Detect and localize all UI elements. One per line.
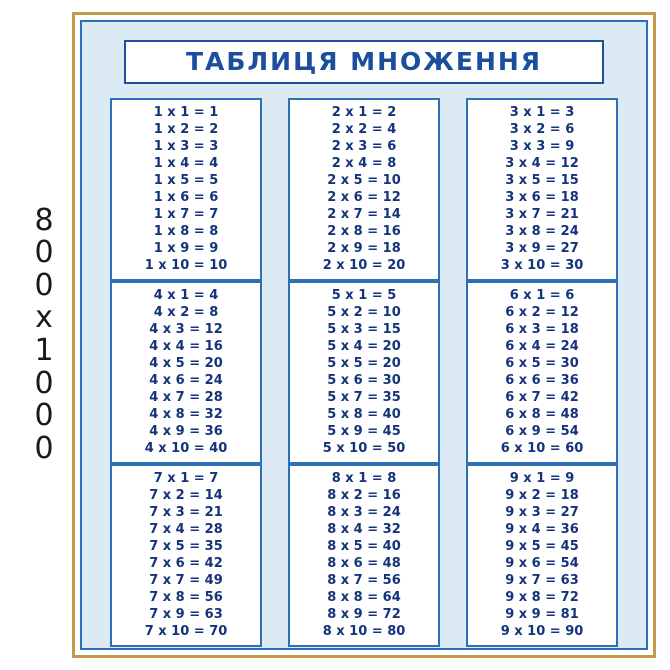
table-line: 8 x 3 = 24 <box>327 505 401 520</box>
table-line: 4 x 9 = 36 <box>149 424 223 439</box>
table-line: 9 x 5 = 45 <box>505 539 579 554</box>
table-line: 5 x 7 = 35 <box>327 390 401 405</box>
table-line: 5 x 1 = 5 <box>331 288 397 303</box>
table-line: 2 x 8 = 16 <box>327 224 401 239</box>
table-line: 5 x 8 = 40 <box>327 407 401 422</box>
table-line: 3 x 1 = 3 <box>509 105 575 120</box>
table-line: 1 x 9 = 9 <box>153 241 219 256</box>
grid-row <box>110 464 618 647</box>
table-line: 3 x 7 = 21 <box>505 207 579 222</box>
dimension-char: 0 <box>34 267 54 303</box>
grid-row <box>110 281 618 464</box>
table-line: 7 x 4 = 28 <box>149 522 223 537</box>
table-line: 6 x 9 = 54 <box>505 424 579 439</box>
table-line: 1 x 5 = 5 <box>153 173 219 188</box>
table-line: 9 x 6 = 54 <box>505 556 579 571</box>
table-line: 8 x 9 = 72 <box>327 607 401 622</box>
grid-row <box>110 98 618 281</box>
table-line: 2 x 2 = 4 <box>331 122 397 137</box>
table-line: 5 x 10 = 50 <box>322 441 406 456</box>
table-block-3 <box>466 98 618 281</box>
table-line: 4 x 6 = 24 <box>149 373 223 388</box>
table-line: 7 x 10 = 70 <box>144 624 228 639</box>
dimension-char: 0 <box>34 365 54 401</box>
table-line: 4 x 5 = 20 <box>149 356 223 371</box>
table-line: 7 x 2 = 14 <box>149 488 223 503</box>
table-line: 1 x 10 = 10 <box>144 258 228 273</box>
table-line: 2 x 5 = 10 <box>327 173 401 188</box>
table-line: 8 x 7 = 56 <box>327 573 401 588</box>
table-line: 4 x 8 = 32 <box>149 407 223 422</box>
table-block-1 <box>110 98 262 281</box>
table-block-6 <box>466 281 618 464</box>
table-block-7 <box>110 464 262 647</box>
table-line: 2 x 10 = 20 <box>322 258 406 273</box>
table-line: 1 x 1 = 1 <box>153 105 219 120</box>
table-line: 4 x 7 = 28 <box>149 390 223 405</box>
table-line: 9 x 2 = 18 <box>505 488 579 503</box>
table-line: 4 x 2 = 8 <box>153 305 219 320</box>
table-block-5 <box>288 281 440 464</box>
page-title: ТАБЛИЦЯ МНОЖЕННЯ <box>185 47 543 76</box>
table-line: 2 x 1 = 2 <box>331 105 397 120</box>
table-line: 4 x 1 = 4 <box>153 288 219 303</box>
dimension-char: 0 <box>34 398 54 434</box>
table-block-4 <box>110 281 262 464</box>
table-line: 6 x 10 = 60 <box>500 441 584 456</box>
table-block-2 <box>288 98 440 281</box>
table-line: 7 x 1 = 7 <box>153 471 219 486</box>
table-line: 2 x 4 = 8 <box>331 156 397 171</box>
table-line: 9 x 4 = 36 <box>505 522 579 537</box>
table-line: 1 x 8 = 8 <box>153 224 219 239</box>
table-line: 1 x 2 = 2 <box>153 122 219 137</box>
dimension-label <box>14 0 74 670</box>
table-line: 6 x 1 = 6 <box>509 288 575 303</box>
poster-frame <box>72 12 656 658</box>
table-line: 8 x 5 = 40 <box>327 539 401 554</box>
table-line: 8 x 10 = 80 <box>322 624 406 639</box>
table-line: 6 x 7 = 42 <box>505 390 579 405</box>
table-line: 6 x 5 = 30 <box>505 356 579 371</box>
table-line: 7 x 9 = 63 <box>149 607 223 622</box>
dimension-char: 8 <box>34 202 54 238</box>
table-line: 7 x 8 = 56 <box>149 590 223 605</box>
table-line: 4 x 4 = 16 <box>149 339 223 354</box>
table-line: 5 x 9 = 45 <box>327 424 401 439</box>
table-line: 9 x 10 = 90 <box>500 624 584 639</box>
table-line: 8 x 6 = 48 <box>327 556 401 571</box>
table-line: 9 x 1 = 9 <box>509 471 575 486</box>
table-block-9 <box>466 464 618 647</box>
dimension-char: x <box>35 300 53 336</box>
dimension-char: 1 <box>34 333 54 368</box>
table-line: 9 x 3 = 27 <box>505 505 579 520</box>
table-line: 5 x 2 = 10 <box>327 305 401 320</box>
table-line: 5 x 5 = 20 <box>327 356 401 371</box>
table-line: 3 x 6 = 18 <box>505 190 579 205</box>
dimension-char: 0 <box>34 430 54 466</box>
table-line: 7 x 5 = 35 <box>149 539 223 554</box>
table-line: 4 x 3 = 12 <box>149 322 223 337</box>
poster-title-box <box>124 40 604 84</box>
table-line: 8 x 8 = 64 <box>327 590 401 605</box>
table-line: 9 x 9 = 81 <box>505 607 579 622</box>
table-line: 4 x 10 = 40 <box>144 441 228 456</box>
table-line: 8 x 1 = 8 <box>331 471 397 486</box>
dimension-char: 0 <box>34 235 54 271</box>
table-line: 1 x 4 = 4 <box>153 156 219 171</box>
table-line: 3 x 3 = 9 <box>509 139 575 154</box>
table-line: 3 x 9 = 27 <box>505 241 579 256</box>
table-line: 3 x 8 = 24 <box>505 224 579 239</box>
table-line: 3 x 2 = 6 <box>509 122 575 137</box>
table-line: 1 x 6 = 6 <box>153 190 219 205</box>
table-line: 7 x 6 = 42 <box>149 556 223 571</box>
poster-inner <box>80 20 648 650</box>
table-line: 6 x 2 = 12 <box>505 305 579 320</box>
table-line: 6 x 6 = 36 <box>505 373 579 388</box>
table-line: 7 x 7 = 49 <box>149 573 223 588</box>
table-line: 5 x 6 = 30 <box>327 373 401 388</box>
table-line: 6 x 4 = 24 <box>505 339 579 354</box>
table-line: 7 x 3 = 21 <box>149 505 223 520</box>
table-line: 3 x 4 = 12 <box>505 156 579 171</box>
table-line: 2 x 6 = 12 <box>327 190 401 205</box>
table-line: 8 x 2 = 16 <box>327 488 401 503</box>
table-line: 1 x 3 = 3 <box>153 139 219 154</box>
multiplication-grid <box>96 98 632 651</box>
table-line: 3 x 10 = 30 <box>500 258 584 273</box>
table-line: 2 x 9 = 18 <box>327 241 401 256</box>
table-block-8 <box>288 464 440 647</box>
table-line: 9 x 8 = 72 <box>505 590 579 605</box>
table-line: 2 x 7 = 14 <box>327 207 401 222</box>
table-line: 2 x 3 = 6 <box>331 139 397 154</box>
table-line: 5 x 3 = 15 <box>327 322 401 337</box>
table-line: 3 x 5 = 15 <box>505 173 579 188</box>
table-line: 9 x 7 = 63 <box>505 573 579 588</box>
table-line: 6 x 3 = 18 <box>505 322 579 337</box>
table-line: 6 x 8 = 48 <box>505 407 579 422</box>
table-line: 1 x 7 = 7 <box>153 207 219 222</box>
table-line: 5 x 4 = 20 <box>327 339 401 354</box>
table-line: 8 x 4 = 32 <box>327 522 401 537</box>
